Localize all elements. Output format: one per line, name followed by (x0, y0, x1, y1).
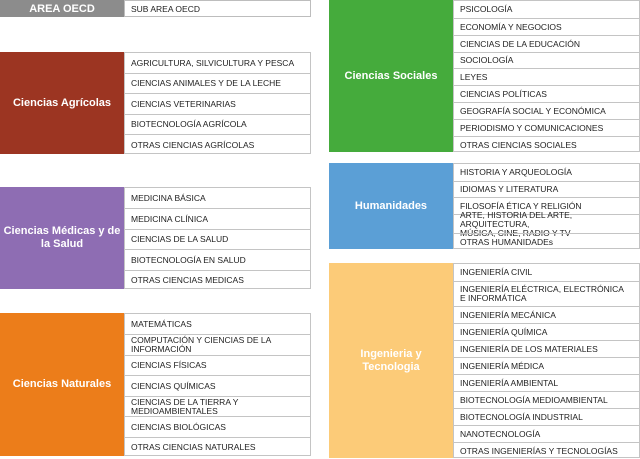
subarea-row: CIENCIAS FÍSICAS (125, 355, 310, 375)
subarea-row: HISTORIA Y ARQUEOLOGÍA (460, 167, 572, 177)
area-ciencias-sociales: Ciencias Sociales (329, 0, 453, 152)
area-ciencias-agricolas: Ciencias Agrícolas (0, 52, 124, 154)
subarea-row: FILOSOFÍA ÉTICA Y RELIGIÓN (454, 197, 639, 214)
subarea-row: COMPUTACIÓN Y CIENCIAS DE LA INFORMACIÓN (125, 334, 310, 355)
subareas-ciencias-naturales (124, 313, 311, 456)
subareas-ingenieria-y-tecnologia (453, 263, 640, 458)
subarea-row: IDIOMAS Y LITERATURA (454, 181, 639, 197)
subarea-row: INGENIERÍA MECÁNICA (454, 306, 639, 323)
subarea-row: NANOTECNOLOGÍA (454, 425, 639, 442)
subarea-row: CIENCIAS DE LA EDUCACIÓN (454, 35, 639, 52)
area-ingenieria-y-tecnologia: Ingenieria y Tecnologia (329, 263, 453, 458)
subarea-row: CIENCIAS DE LA SALUD (125, 229, 310, 249)
subareas-ciencias-agricolas (124, 52, 311, 154)
subarea-row: MEDICINA BÁSICA (131, 192, 206, 203)
subarea-row: CIENCIAS ANIMALES Y DE LA LECHE (125, 73, 310, 93)
subarea-row: OTRAS CIENCIAS MEDICAS (125, 270, 310, 290)
subarea-row: INGENIERÍA CIVIL (460, 267, 533, 277)
subareas-ciencias-sociales (453, 0, 640, 152)
subarea-row: ECONOMÍA Y NEGOCIOS (454, 18, 639, 35)
subarea-row: CIENCIAS VETERINARIAS (125, 93, 310, 114)
subarea-row: INGENIERÍA DE LOS MATERIALES (454, 340, 639, 357)
subarea-row: INGENIERÍA ELÉCTRICA, ELECTRÓNICA E INFORMÁTICA (454, 281, 639, 306)
subarea-row: OTRAS INGENIERÍAS Y TECNOLOGÍAS (454, 442, 639, 459)
subarea-row: PSICOLOGÍA (460, 4, 513, 14)
subarea-row: MEDICINA CLÍNICA (125, 208, 310, 229)
subarea-row: MATEMÁTICAS (131, 318, 192, 329)
subarea-row: CIENCIAS QUÍMICAS (125, 375, 310, 396)
subarea-row: CIENCIAS BIOLÓGICAS (125, 416, 310, 437)
subarea-row: BIOTECNOLOGÍA EN SALUD (125, 249, 310, 270)
subarea-row: OTRAS CIENCIAS NATURALES (125, 437, 310, 457)
subarea-row: ARTE, HISTORIA DEL ARTE, ARQUITECTURA, MÚSICA, CINE, RADIO Y TV (454, 214, 639, 233)
subarea-row: BIOTECNOLOGÍA AGRÍCOLA (125, 114, 310, 134)
subarea-row: SOCIOLOGÍA (454, 52, 639, 68)
subareas-humanidades (453, 163, 640, 249)
subarea-row: BIOTECNOLOGÍA INDUSTRIAL (454, 408, 639, 425)
area-ciencias-naturales: Ciencias Naturales (0, 313, 124, 456)
subarea-row: OTRAS CIENCIAS SOCIALES (454, 136, 639, 153)
subarea-row: GEOGRAFÍA SOCIAL Y ECONÓMICA (454, 102, 639, 119)
subarea-row: AGRICULTURA, SILVICULTURA Y PESCA (131, 57, 295, 68)
subarea-row: OTRAS HUMANIDADEs (454, 233, 639, 250)
subarea-row: OTRAS CIENCIAS AGRÍCOLAS (125, 134, 310, 155)
area-oecd-header: AREA OECD (0, 0, 124, 17)
subarea-row: INGENIERÍA AMBIENTAL (454, 374, 639, 391)
subarea-row: LEYES (454, 68, 639, 85)
sub-area-oecd-header: SUB AREA OECD (124, 0, 311, 17)
subarea-row: PERIODISMO Y COMUNICACIONES (454, 119, 639, 136)
subarea-row: CIENCIAS POLÍTICAS (454, 85, 639, 102)
subarea-row: CIENCIAS DE LA TIERRA Y MEDIOAMBIENTALES (125, 396, 310, 416)
subarea-row: INGENIERÍA MÉDICA (454, 357, 639, 374)
area-ciencias-medicas-y-de-la-salud: Ciencias Médicas y de la Salud (0, 187, 124, 289)
subarea-row: INGENIERÍA QUÍMICA (454, 323, 639, 340)
area-humanidades: Humanidades (329, 163, 453, 249)
subareas-ciencias-medicas-y-de-la-salud (124, 187, 311, 289)
subarea-row: BIOTECNOLOGÍA MEDIOAMBIENTAL (454, 391, 639, 408)
